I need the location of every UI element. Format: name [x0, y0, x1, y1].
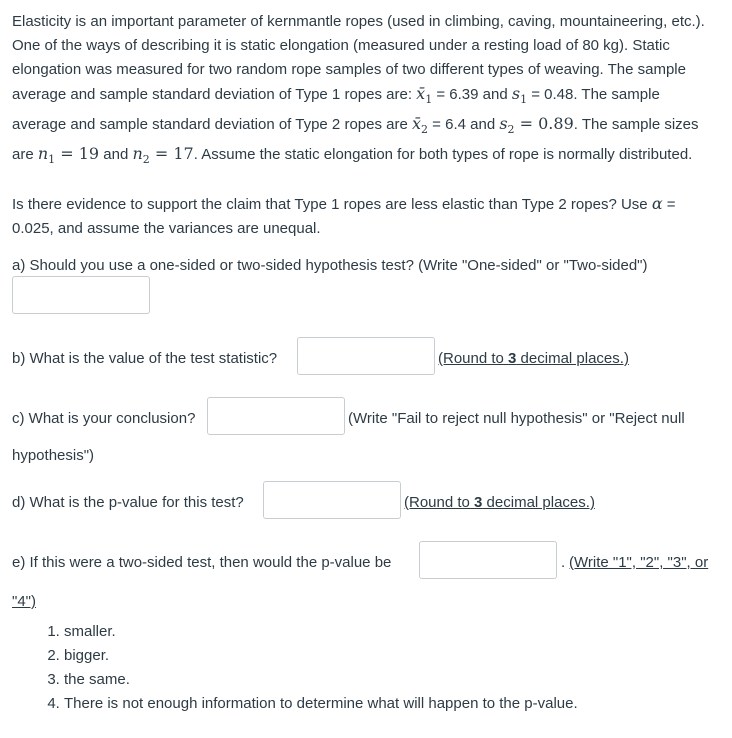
n1-value: = 19: [55, 144, 100, 163]
x1-subscript: 1: [425, 93, 433, 106]
x2-bar-symbol: x̄: [411, 114, 422, 133]
n2-value: = 17: [149, 144, 194, 163]
question-e-label: e) If this were a two-sided test, then would the p-value be: [12, 554, 392, 571]
intro-and: and: [99, 146, 133, 163]
answer-a-input[interactable]: [12, 276, 150, 314]
option-hint-line2[interactable]: "4"): [12, 593, 36, 610]
intro-text-1: Elasticity is an important parameter of kernmantle ropes (used in climbing, caving, mountaineering, etc.). One of the ways of describing it is static elongation (measured under a resting load of 80 kg). Static elongation was measured for two random rope samples of two different types of weaving. The sample average and sample standard deviation of Type 1 ropes are:: [12, 13, 705, 103]
problem-intro: [12, 10, 718, 172]
s1-symbol: s: [511, 84, 521, 103]
s2-value: = 0.89: [514, 114, 574, 133]
n1-subscript: 1: [48, 153, 56, 166]
answer-e-period: .: [561, 554, 566, 571]
option-1: 1. smaller.: [64, 620, 578, 644]
claim-rest: = 0.025, and assume the variances are unequal.: [12, 196, 676, 237]
n1-symbol: n: [37, 144, 49, 163]
s2-symbol: s: [499, 114, 508, 133]
s1-value: = 0.48. The sample average and sample standard deviation of Type 2 ropes are: [12, 86, 660, 133]
question-a-label: a) Should you use a one-sided or two-sided hypothesis test? (Write "One-sided" or "Two-sided"): [12, 257, 648, 274]
conclusion-hint-line1: (Write "Fail to reject null hypothesis" or "Reject null: [348, 410, 685, 427]
intro-text-2: . The sample sizes are: [12, 116, 699, 163]
question-d-label: d) What is the p-value for this test?: [12, 494, 244, 511]
conclusion-hint-line2: hypothesis"): [12, 447, 95, 464]
n2-subscript: 2: [142, 153, 150, 166]
answer-c-input[interactable]: [207, 397, 345, 435]
x2-subscript: 2: [421, 123, 429, 136]
n2-symbol: n: [132, 144, 143, 163]
answer-b-input[interactable]: [297, 337, 435, 375]
option-2: 2. bigger.: [64, 644, 578, 668]
options-list: [0, 620, 578, 716]
option-4: 4. There is not enough information to determine what will happen to the p-value.: [64, 692, 578, 716]
option-hint-line1[interactable]: (Write "1", "2", "3", or: [569, 554, 709, 571]
s2-subscript: 2: [507, 123, 515, 136]
alpha-symbol: α: [651, 194, 663, 213]
round-hint-d[interactable]: (Round to 3 decimal places.): [404, 494, 595, 511]
claim-paragraph: [12, 192, 718, 241]
intro-text-3: . Assume the static elongation for both types of rope is normally distributed.: [193, 146, 693, 163]
x2-value: = 6.4 and: [428, 116, 500, 133]
answer-d-input[interactable]: [263, 481, 401, 519]
x1-value: = 6.39 and: [432, 86, 512, 103]
s1-subscript: 1: [520, 93, 528, 106]
answer-e-input[interactable]: [419, 541, 557, 579]
question-b-label: b) What is the value of the test statistic?: [12, 350, 278, 367]
round-hint-b[interactable]: (Round to 3 decimal places.): [438, 350, 629, 367]
question-c-label: c) What is your conclusion?: [12, 410, 196, 427]
claim-text: Is there evidence to support the claim that Type 1 ropes are less elastic than Type 2 ropes? Use: [12, 196, 652, 213]
x1-bar-symbol: x̄: [416, 84, 426, 103]
option-3: 3. the same.: [64, 668, 578, 692]
